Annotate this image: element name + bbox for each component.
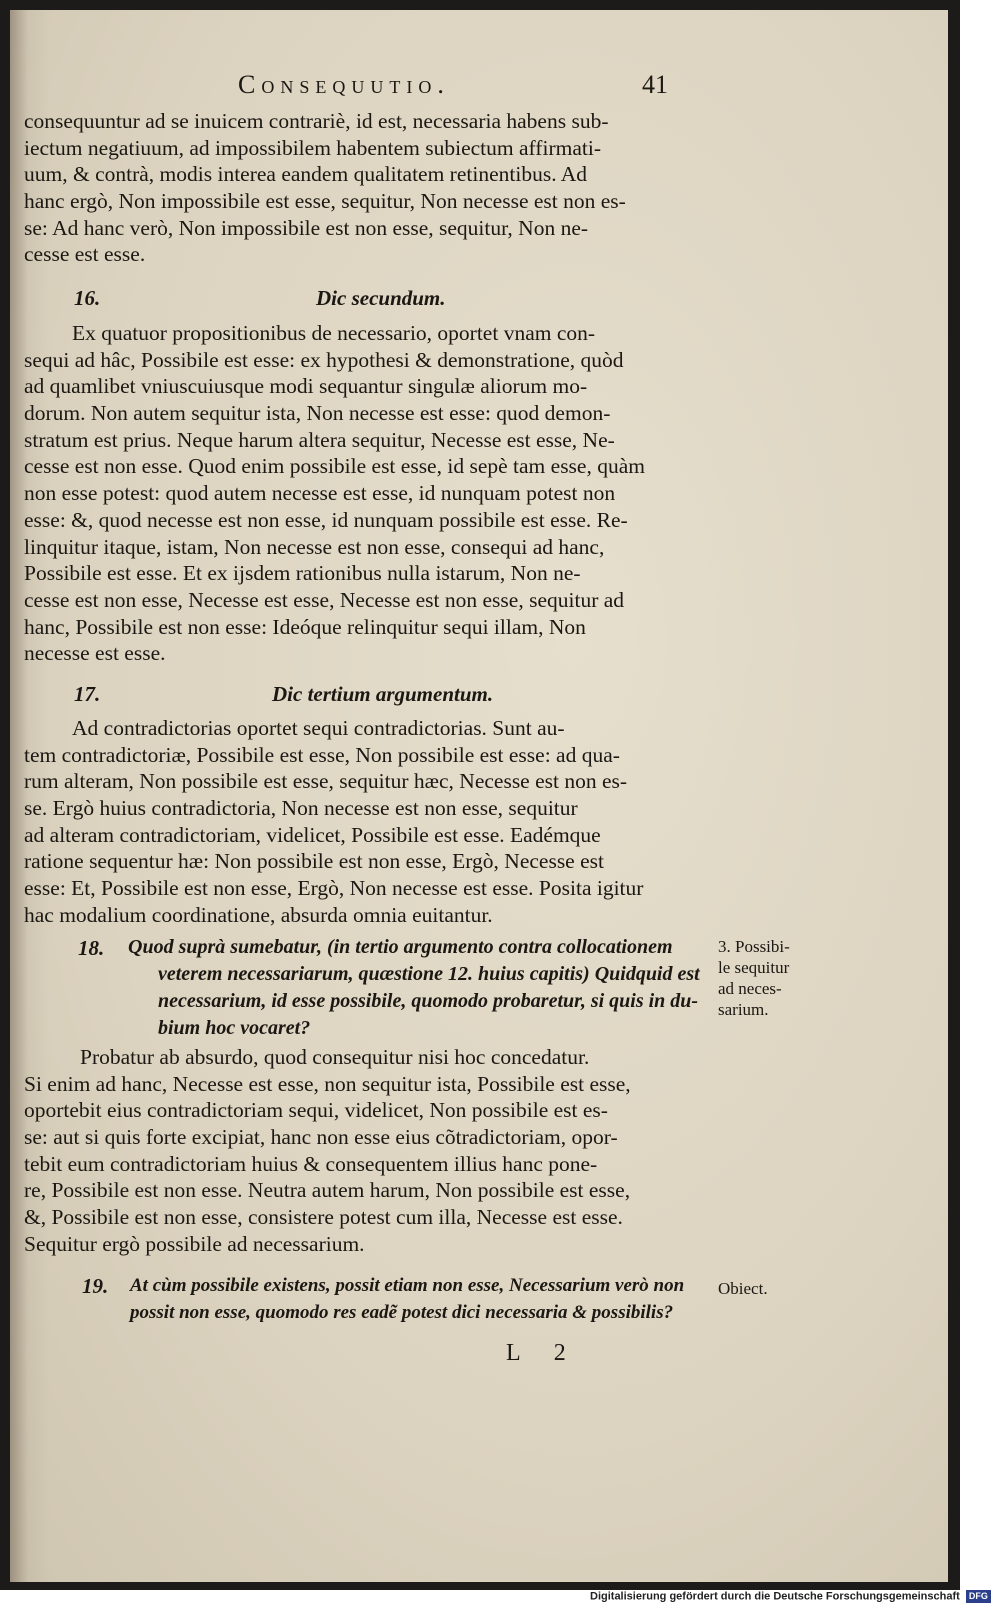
text-line: oportebit eius contradictoriam sequi, videlicet, Non possibile est es- <box>24 1098 608 1123</box>
text-line: Probatur ab absurdo, quod consequitur nisi hoc concedatur. <box>80 1045 590 1069</box>
text-line: tem contradictoriæ, Possibile est esse, Non possibile est esse: ad qua- <box>24 742 620 767</box>
text-line: esse: &, quod necesse est non esse, id nunquam possibile est esse. Re- <box>24 507 628 532</box>
digitization-footer <box>590 1590 1000 1606</box>
section-19-number: 19. <box>82 1274 109 1298</box>
text-line: linquitur itaque, istam, Non necesse est non esse, consequi ad hanc, <box>24 534 605 559</box>
text-line: sequi ad hâc, Possibile est esse: ex hypothesi & demonstratione, quòd <box>24 347 624 372</box>
running-head: Consequutio. <box>238 70 450 99</box>
text-line: se. Ergò huius contradictoria, Non necesse est non esse, sequitur <box>24 796 578 821</box>
book-page <box>10 10 948 1582</box>
section-17-heading: Dic tertium argumentum. <box>272 682 494 706</box>
text-line: necesse est esse. <box>24 641 166 666</box>
question-line: At cùm possibile existens, possit etiam non esse, Necessarium verò non <box>130 1275 685 1296</box>
section-17-number: 17. <box>74 682 101 706</box>
footer-text: Digitalisierung gefördert durch die Deutsche Forschungsgemeinschaft <box>590 1590 960 1603</box>
text-line: ad quamlibet vniuscuiusque modi sequantur singulæ aliorum mo- <box>24 374 588 399</box>
question-line: possit non esse, quomodo res eadẽ potest dici necessaria & possibilis? <box>130 1302 674 1323</box>
text-line: iectum negatiuum, ad impossibilem habentem subiectum affirmati- <box>24 135 601 160</box>
section-1-text <box>24 108 714 268</box>
section-16-text <box>24 320 714 667</box>
text-line: cesse est non esse, Necesse est esse, Necesse est non esse, sequitur ad <box>24 587 625 612</box>
text-line: stratum est prius. Neque harum altera sequitur, Necesse est esse, Ne- <box>24 427 615 452</box>
text-line: cesse est non esse. Quod enim possibile est esse, id sepè tam esse, quàm <box>24 454 645 479</box>
text-line: &, Possibile est non esse, consistere potest cum illa, Necesse est esse. <box>24 1205 623 1230</box>
text-line: Possibile est esse. Et ex ijsdem rationibus nulla istarum, Non ne- <box>24 561 581 586</box>
text-line: re, Possibile est non esse. Neutra autem harum, Non possibile est esse, <box>24 1178 631 1203</box>
text-line: Ex quatuor propositionibus de necessario, oportet vnam con- <box>72 321 596 345</box>
section-16-heading: Dic secundum. <box>316 286 446 310</box>
text-line: non esse potest: quod autem necesse est esse, id nunquam potest non <box>24 481 616 506</box>
section-18-text <box>24 1044 714 1258</box>
text-line: dorum. Non autem sequitur ista, Non necesse est esse: quod demon- <box>24 401 611 426</box>
text-line: consequuntur ad se inuicem contrariè, id est, necessaria habens sub- <box>24 109 609 133</box>
text-line: Sequitur ergò possibile ad necessarium. <box>24 1231 365 1256</box>
section-18-number: 18. <box>78 936 105 960</box>
text-line: hanc ergò, Non impossibile est esse, sequitur, Non necesse est non es- <box>24 189 626 214</box>
page-header <box>10 66 948 102</box>
section-19-question <box>130 1272 720 1326</box>
text-line: hanc, Possibile est non esse: Ideóque relinquitur sequi illam, Non <box>24 614 586 639</box>
section-17-text <box>24 715 714 929</box>
margin-note-line: 3. Possibi- <box>718 937 790 956</box>
text-line: Ad contradictorias oportet sequi contradictorias. Sunt au- <box>72 716 565 740</box>
question-line: bium hoc vocaret? <box>158 1017 311 1039</box>
margin-note-line: le sequitur <box>718 958 790 977</box>
text-line: esse: Et, Possibile est non esse, Ergò, Non necesse est esse. Posita igitur <box>24 876 644 901</box>
text-line: hac modalium coordinatione, absurda omnia euitantur. <box>24 902 493 927</box>
text-line: cesse est esse. <box>24 242 146 267</box>
section-18-question <box>128 934 708 1042</box>
text-line: se: aut si quis forte excipiat, hanc non esse eius cõtradictoriam, opor- <box>24 1125 618 1150</box>
margin-note-obiect: Obiect. <box>718 1279 768 1298</box>
text-line: Si enim ad hanc, Necesse est esse, non sequitur ista, Possibile est esse, <box>24 1071 631 1096</box>
text-line: tebit eum contradictoriam huius & consequentem illius hanc pone- <box>24 1151 598 1176</box>
text-line: ad alteram contradictoriam, videlicet, Possibile est esse. Eadémque <box>24 822 601 847</box>
folio-number: 41 <box>642 70 668 99</box>
text-line: se: Ad hanc verò, Non impossibile est non esse, sequitur, Non ne- <box>24 215 589 240</box>
dfg-logo: DFG <box>966 1590 991 1603</box>
question-line: Quod suprà sumebatur, (in tertio argumento contra collocationem <box>128 936 673 958</box>
text-line: uum, & contrà, modis interea eandem qualitatem retinentibus. Ad <box>24 162 588 187</box>
signature-mark: L 2 <box>506 1340 580 1366</box>
text-line: rum alteram, Non possibile est esse, sequitur hæc, Necesse est non es- <box>24 769 628 794</box>
margin-note-line: ad neces- <box>718 979 782 998</box>
margin-note-line: sarium. <box>718 1000 769 1019</box>
section-16-number: 16. <box>74 286 101 310</box>
question-line: necessarium, id esse possibile, quomodo probaretur, si quis in du- <box>158 990 699 1012</box>
text-line: ratione sequentur hæ: Non possibile est non esse, Ergò, Necesse est <box>24 849 604 874</box>
margin-note-possibile <box>718 936 790 1020</box>
question-line: veterem necessariarum, quæstione 12. huius capitis) Quidquid est <box>158 963 700 985</box>
